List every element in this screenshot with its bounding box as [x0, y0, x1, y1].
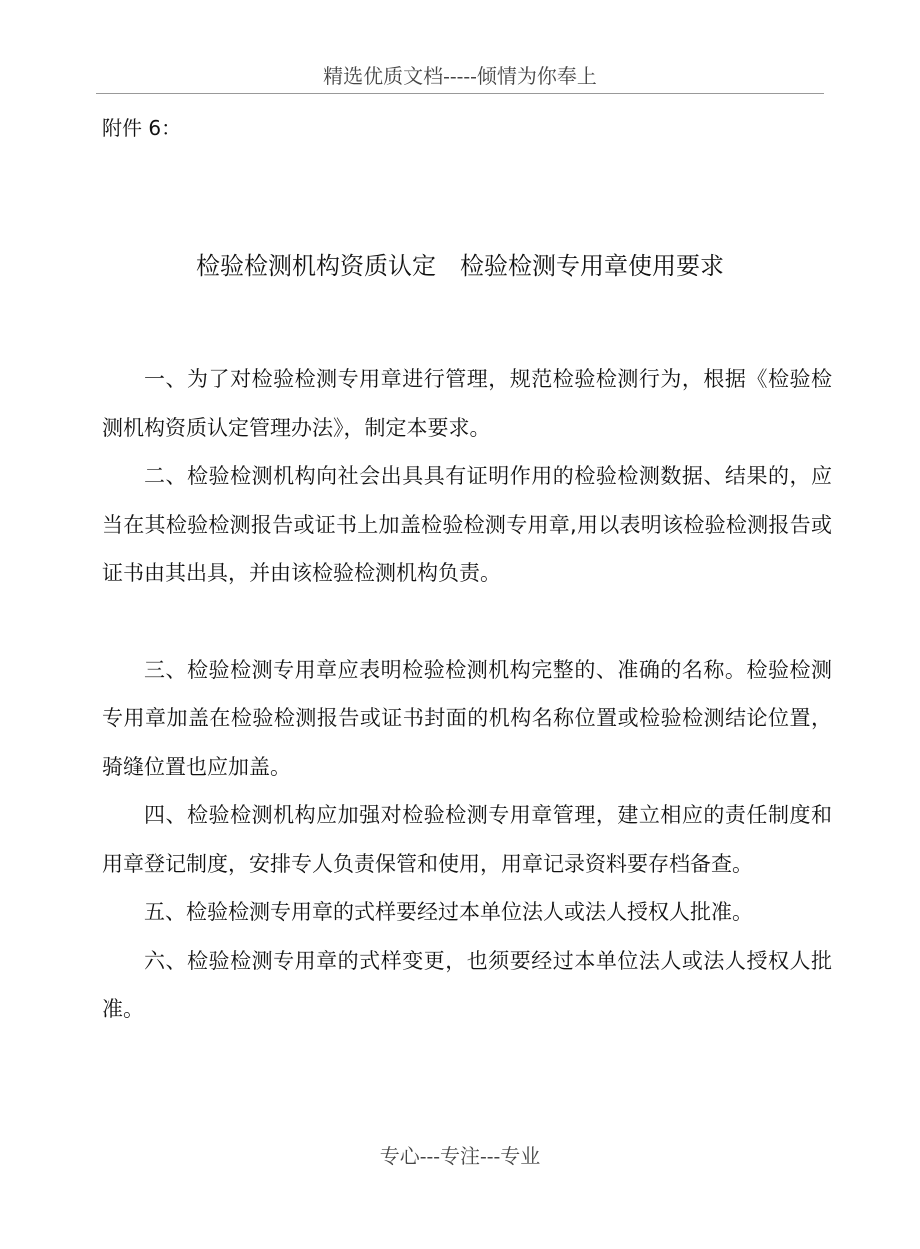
paragraph-2: 二、检验检测机构向社会出具具有证明作用的检验检测数据、结果的，应当在其检验检测报告或证书上加盖检验检测专用章,用以表明该检验检测报告或证书由其出具，并由该检验检测机构负责。 — [102, 464, 832, 585]
paragraph-spacer — [102, 598, 832, 646]
document-body — [102, 355, 832, 1034]
page-header: 精选优质文档-----倾情为你奉上 — [323, 64, 597, 88]
paragraph-3: 三、检验检测专用章应表明检验检测机构完整的、准确的名称。检验检测专用章加盖在检验检测报告或证书封面的机构名称位置或检验检测结论位置，骑缝位置也应加盖。 — [102, 657, 832, 779]
paragraph-6: 六、检验检测专用章的式样变更，也须要经过本单位法人或法人授权人批准。 — [102, 948, 832, 1021]
page-footer: 专心---专注---专业 — [379, 1144, 541, 1168]
document-title: 检验检测机构资质认定 检验检测专用章使用要求 — [196, 252, 724, 280]
attachment-label: 附件 6： — [102, 116, 182, 140]
paragraph-4: 四、检验检测机构应加强对检验检测专用章管理，建立相应的责任制度和用章登记制度，安排专人负责保管和使用，用章记录资料要存档备查。 — [102, 803, 832, 876]
header-divider — [96, 93, 824, 94]
paragraph-5: 五、检验检测专用章的式样要经过本单位法人或法人授权人批准。 — [144, 900, 753, 924]
paragraph-1: 一、为了对检验检测专用章进行管理，规范检验检测行为，根据《检验检测机构资质认定管理办法》，制定本要求。 — [102, 367, 832, 440]
